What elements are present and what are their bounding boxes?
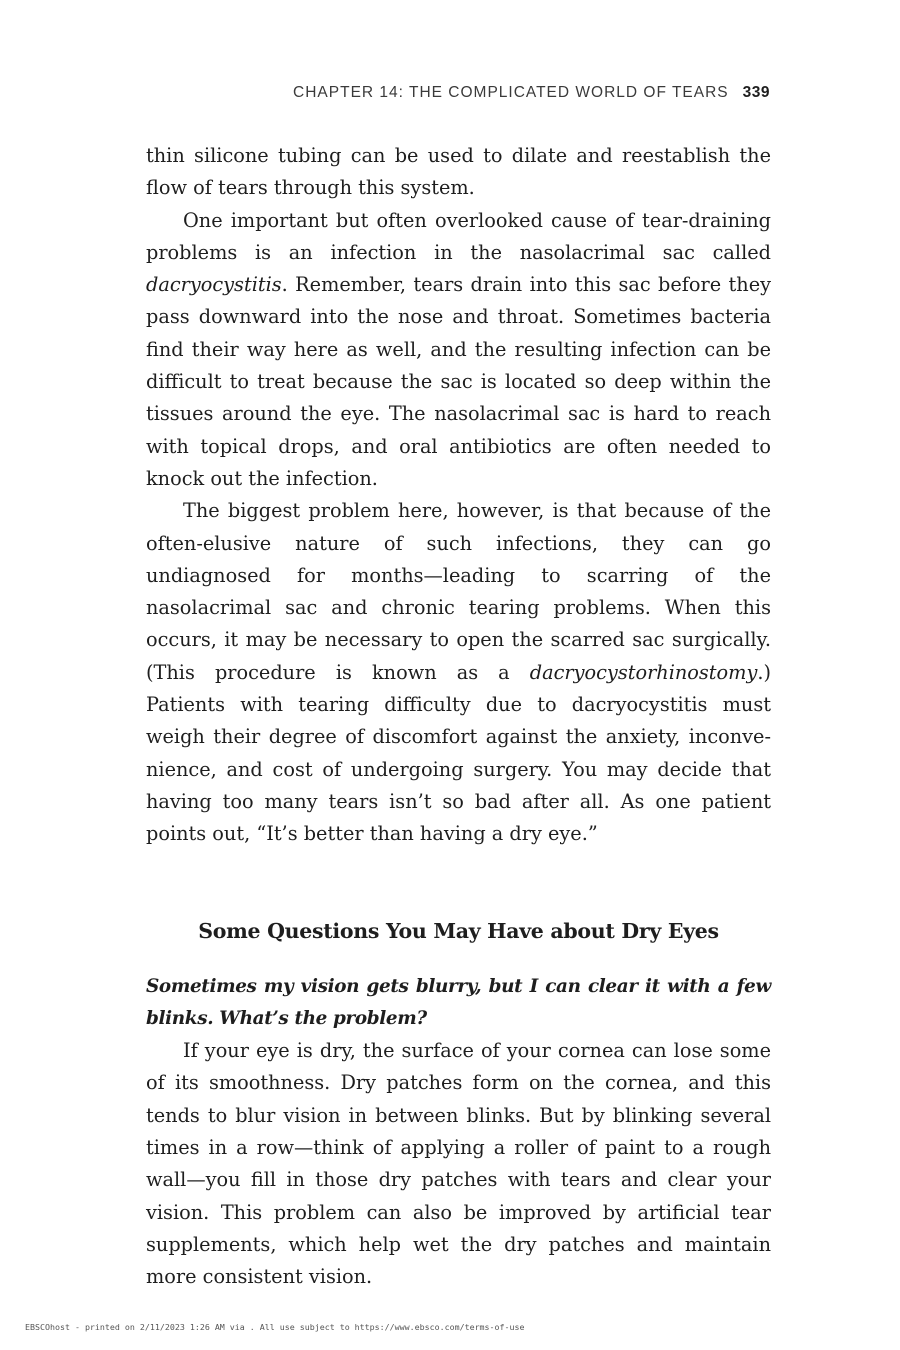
paragraph-dacryocystitis [146, 205, 771, 496]
paragraph-text: The biggest problem here, however, is that because of the often-elusive nature of such infections, they can go undiagnosed for months—leading to scarring of the nasolacrimal sac and chronic tearing problems. When this occurs, it may be necessary to open the scarred sac surgically. (This procedure is known as a [146, 499, 771, 684]
paragraph-text: thin silicone tubing can be used to dilate and reestablish the flow of tears through this system. [146, 144, 771, 200]
paragraph-surgery [146, 495, 771, 850]
page-number: 339 [742, 84, 770, 101]
paragraph-text: One important but often overlooked cause of tear-draining problems is an infection in the nasolacrimal sac called [146, 208, 771, 264]
chapter-title: CHAPTER 14: THE COMPLICATED WORLD OF TEARS [293, 84, 729, 101]
question-text: Sometimes my vision gets blurry, but I can clear it with a few blinks. What’s the problem? [146, 975, 771, 1029]
body-text [146, 140, 771, 1294]
paragraph-text: .) Patients with tearing difficulty due to dacryocystitis must weigh their degree of discomfort against the anxiety, inconvenience, and cost of undergoing surgery. You may decide that having too many tears isn’t so bad after all. As one patient points out, “It’s better than having a dry eye.” [146, 660, 771, 846]
print-footer: EBSCOhost - printed on 2/11/2023 1:26 AM via . All use subject to https://www.ebsco.com/terms-of-use [25, 1322, 525, 1332]
section-heading: Some Questions You May Have about Dry Eyes [198, 918, 719, 943]
paragraph-text: . Remember, tears drain into this sac before they pass downward into the nose and throat. Sometimes bacteria find their way here as well, and the resulting infection can be difficult to treat because the sac is located so deep within the tissues around the eye. The nasolacrimal sac is hard to reach with topical drops, and oral antibiotics are often needed to knock out the infection. [146, 273, 771, 490]
italic-term: dacryocystorhinostomy [529, 660, 758, 684]
paragraph-continuation [146, 140, 771, 205]
italic-term: dacryocystitis [146, 273, 282, 297]
running-head [293, 84, 770, 102]
answer-paragraph: If your eye is dry, the surface of your cornea can lose some of its smoothness. Dry patches form on the cornea, and this tends to blur vision in between blinks. But by blinking several times in a row—think of applying a roller of paint to a rough wall—you fill in those dry patches with tears and clear your vision. This problem can also be improved by artificial tear supplements, which help wet the dry patches and maintain more consistent vision. [146, 1039, 771, 1289]
